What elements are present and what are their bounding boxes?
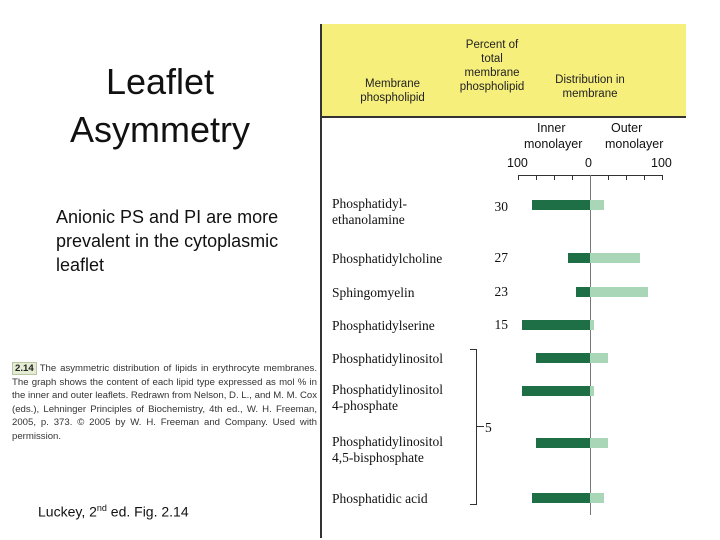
lipid-label [332, 285, 415, 301]
lipid-label [332, 196, 407, 228]
pi-group-percent: 5 [485, 420, 492, 435]
header-col2-line1: Percent of [465, 39, 519, 51]
lipid-percent: 23 [494, 284, 508, 299]
lipid-label [332, 491, 428, 507]
header-membrane-phospholipid [330, 77, 455, 105]
lipid-label-line2: 4-phosphate [332, 398, 398, 413]
lipid-label-line1: Phosphatidic acid [332, 491, 428, 506]
axis-tick [644, 175, 645, 180]
inner-monolayer-bar [536, 353, 590, 363]
lipid-label-line1: Phosphatidylserine [332, 318, 435, 333]
credit-prefix: Luckey, 2 [38, 503, 97, 520]
slide-body-text: Anionic PS and PI are more prevalent in the cytoplasmic leaflet [56, 207, 279, 275]
axis-tick [536, 175, 537, 180]
figure-header [322, 24, 686, 118]
header-distribution [540, 73, 640, 101]
inner-label-line1: Inner [537, 121, 566, 135]
outer-monolayer-bar [590, 493, 604, 503]
outer-monolayer-bar [590, 353, 608, 363]
lipid-distribution-figure [320, 24, 686, 538]
lipid-label-line2: ethanolamine [332, 212, 405, 227]
lipid-label [332, 382, 443, 414]
pi-group-bracket [470, 349, 477, 505]
axis-tick [518, 175, 519, 180]
outer-monolayer-bar [590, 438, 608, 448]
header-percent-total [452, 38, 532, 94]
outer-monolayer-bar [590, 253, 640, 263]
lipid-label-line1: Phosphatidylinositol [332, 351, 444, 366]
credit-superscript: nd [96, 503, 107, 513]
slide-title-line2: Asymmetry [70, 109, 250, 150]
zero-line [590, 175, 591, 515]
pi-group-bracket-tip [476, 426, 484, 427]
axis-tick-label-right: 100 [651, 156, 672, 170]
figure-number: 2.14 [12, 362, 37, 375]
inner-monolayer-bar [532, 200, 590, 210]
inner-monolayer-bar [522, 386, 590, 396]
credit-suffix: ed. Fig. 2.14 [106, 503, 189, 520]
header-col2-line3: membrane [464, 67, 520, 79]
slide-title-line1: Leaflet [105, 61, 215, 102]
inner-monolayer-bar [522, 320, 590, 330]
inner-monolayer-bar [532, 493, 590, 503]
axis-tick [608, 175, 609, 180]
inner-monolayer-bar [576, 287, 590, 297]
figure-caption [12, 362, 317, 443]
inner-label-line2: monolayer [524, 137, 583, 151]
inner-monolayer-bar [536, 438, 590, 448]
caption-text: The asymmetric distribution of lipids in erythrocyte membranes. The graph shows the content of each lipid type expressed as mol % in the inner and outer leaflets. Redrawn from Nelson, D. L., and M. M. Cox (eds.), Lehninger Principles of Biochemistry, 4th ed., W. H. Freeman, 2005, p. 373. © 2005 by W. H. Freeman and Company. Used with permission. [12, 363, 318, 442]
header-col2-line2: total [481, 53, 503, 65]
lipid-label-line1: Sphingomyelin [332, 285, 415, 300]
outer-monolayer-bar [590, 386, 594, 396]
header-col2-line4: phospholipid [459, 81, 525, 93]
header-col1-line1: Membrane [365, 78, 420, 90]
lipid-label [332, 251, 442, 267]
lipid-label-line1: Phosphatidylinositol [332, 382, 444, 397]
header-col3-line1: Distribution in [555, 74, 625, 86]
outer-monolayer-bar [590, 287, 648, 297]
lipid-label [332, 434, 443, 466]
axis-tick-label-zero: 0 [585, 156, 592, 170]
axis-tick [554, 175, 555, 180]
lipid-label-line1: Phosphatidylcholine [332, 251, 443, 266]
outer-label-line2: monolayer [605, 137, 664, 151]
lipid-label [332, 351, 443, 367]
axis-tick [662, 175, 663, 180]
figure-credit [38, 503, 189, 520]
lipid-label-line1: Phosphatidylinositol [332, 434, 444, 449]
axis-tick [572, 175, 573, 180]
slide-title [20, 58, 300, 154]
header-col1-line2: phospholipid [360, 92, 425, 104]
outer-label-line1: Outer [611, 121, 643, 135]
outer-monolayer-bar [590, 200, 604, 210]
header-col3-line2: membrane [562, 88, 618, 100]
axis-tick [626, 175, 627, 180]
lipid-percent: 15 [494, 317, 508, 332]
lipid-label [332, 318, 435, 334]
lipid-percent: 30 [494, 199, 508, 214]
inner-monolayer-bar [568, 253, 590, 263]
outer-monolayer-bar [590, 320, 594, 330]
lipid-label-line2: 4,5-bisphosphate [332, 450, 424, 465]
lipid-percent: 27 [494, 250, 508, 265]
axis-tick-label-left: 100 [507, 156, 528, 170]
lipid-label-line1: Phosphatidyl- [332, 196, 408, 211]
